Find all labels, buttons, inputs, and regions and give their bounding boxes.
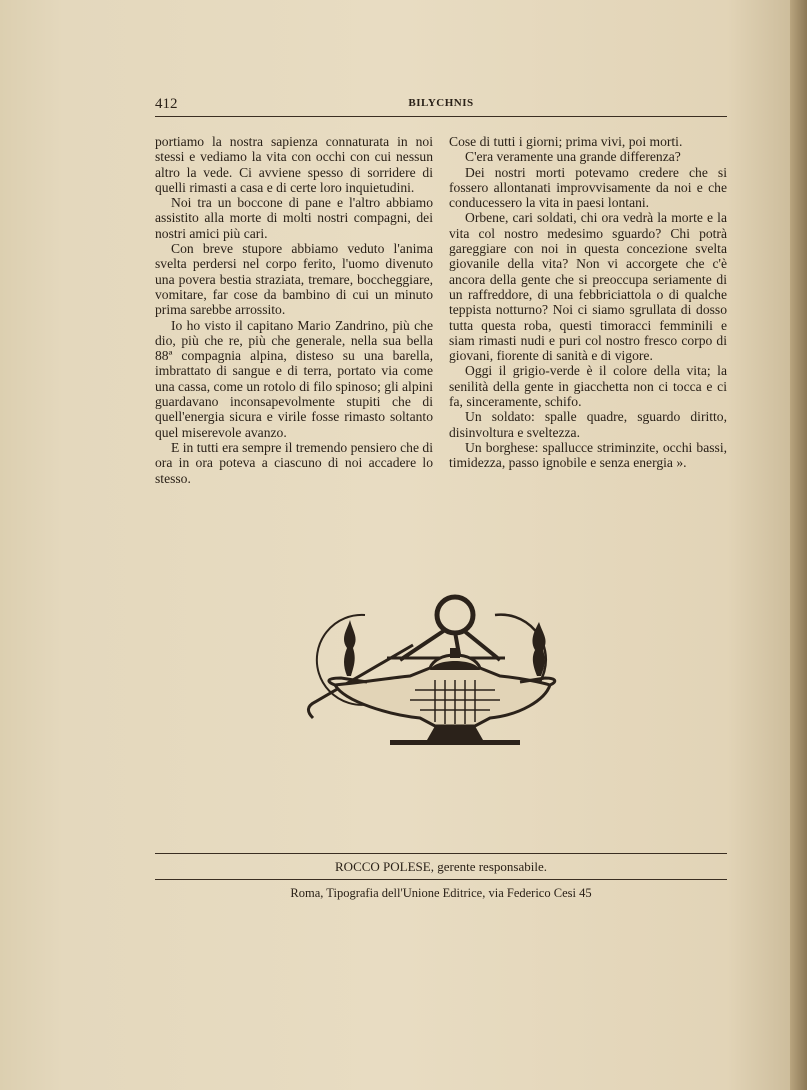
oil-lamp-icon bbox=[295, 590, 565, 750]
page-header bbox=[155, 96, 727, 114]
paragraph: E in tutti era sempre il tremendo pensiero che di ora in ora poteva a ciascuno di noi accadere lo stesso. bbox=[155, 439, 433, 486]
paragraph: C'era veramente una grande differenza? bbox=[465, 149, 681, 165]
running-title: BILYCHNIS bbox=[408, 97, 474, 109]
printer-imprint: Roma, Tipografia dell'Unione Editrice, via Federico Cesi 45 bbox=[290, 886, 592, 900]
paragraph: Un soldato: spalle quadre, sguardo diritto, disinvoltura e sveltezza. bbox=[449, 409, 727, 440]
footer-rule-top bbox=[155, 853, 727, 854]
paragraph: portiamo la nostra sapienza connaturata in noi stessi e vediamo la vita con occhi con cui nessun altro la vede. Ci avviene spesso di sorridere di quelli rimasti a casa e di certe loro inquietudini. bbox=[155, 134, 433, 195]
paragraph: Orbene, cari soldati, chi ora vedrà la morte e la vita col nostro medesimo sguardo? Chi potrà gareggiare con noi in questa concezione svelta giovanile della vita? Non vi accorgete che c'è ancora della gente che si preoccupa seriamente di un raffreddore, di una febbriciattola o di qualche teppista notturno? Noi ci siamo sgrullata di dosso tutta questa roba, questi timoracci femminili e siam rimasti nudi e puri col nostro fresco corpo di giovani, fiorente di sanità e di vigore. bbox=[449, 210, 727, 364]
right-column bbox=[449, 134, 727, 471]
page-edge bbox=[790, 0, 807, 1090]
responsible-manager: ROCCO POLESE, gerente responsabile. bbox=[335, 859, 547, 874]
paragraph: Cose di tutti i giorni; prima vivi, poi morti. bbox=[449, 134, 683, 149]
paragraph: Con breve stupore abbiamo veduto l'anima svelta perdersi nel corpo ferito, l'uomo divenuto una povera bestia straziata, tremare, boccheggiare, vomitare, far cose da bambino di cui un minuto prima sarebbe arrossito. bbox=[155, 241, 433, 318]
left-column bbox=[155, 134, 433, 486]
header-rule bbox=[155, 116, 727, 117]
paragraph: Un borghese: spallucce striminzite, occhi bassi, timidezza, passo ignobile e senza energia ». bbox=[449, 439, 727, 471]
paragraph: Dei nostri morti potevamo credere che si fossero allontanati improvvisamente da noi e che conducessero la vita in paesi lontani. bbox=[449, 164, 727, 211]
paragraph: Io ho visto il capitano Mario Zandrino, più che dio, più che re, più che generale, nella sua bella 88ª compagnia alpina, disteso su una barella, imbrattato di sangue e di terra, portato via come una cassa, come un rotolo di filo spinoso; gli alpini guardavano inconsapevolmente stupiti che di quell'energia sicura e virile fosse rimasto soltanto quel miserevole avanzo. bbox=[155, 317, 433, 440]
page-number: 412 bbox=[155, 96, 178, 112]
footer-rule-bottom bbox=[155, 879, 727, 880]
paragraph: Noi tra un boccone di pane e l'altro abbiamo assistito alla morte di molti nostri compagni, dei nostri amici più cari. bbox=[155, 195, 433, 241]
paragraph: Oggi il grigio-verde è il colore della vita; la senilità della gente in giacchetta non ci tocca e ci fa, sinceramente, schifo. bbox=[449, 363, 727, 410]
